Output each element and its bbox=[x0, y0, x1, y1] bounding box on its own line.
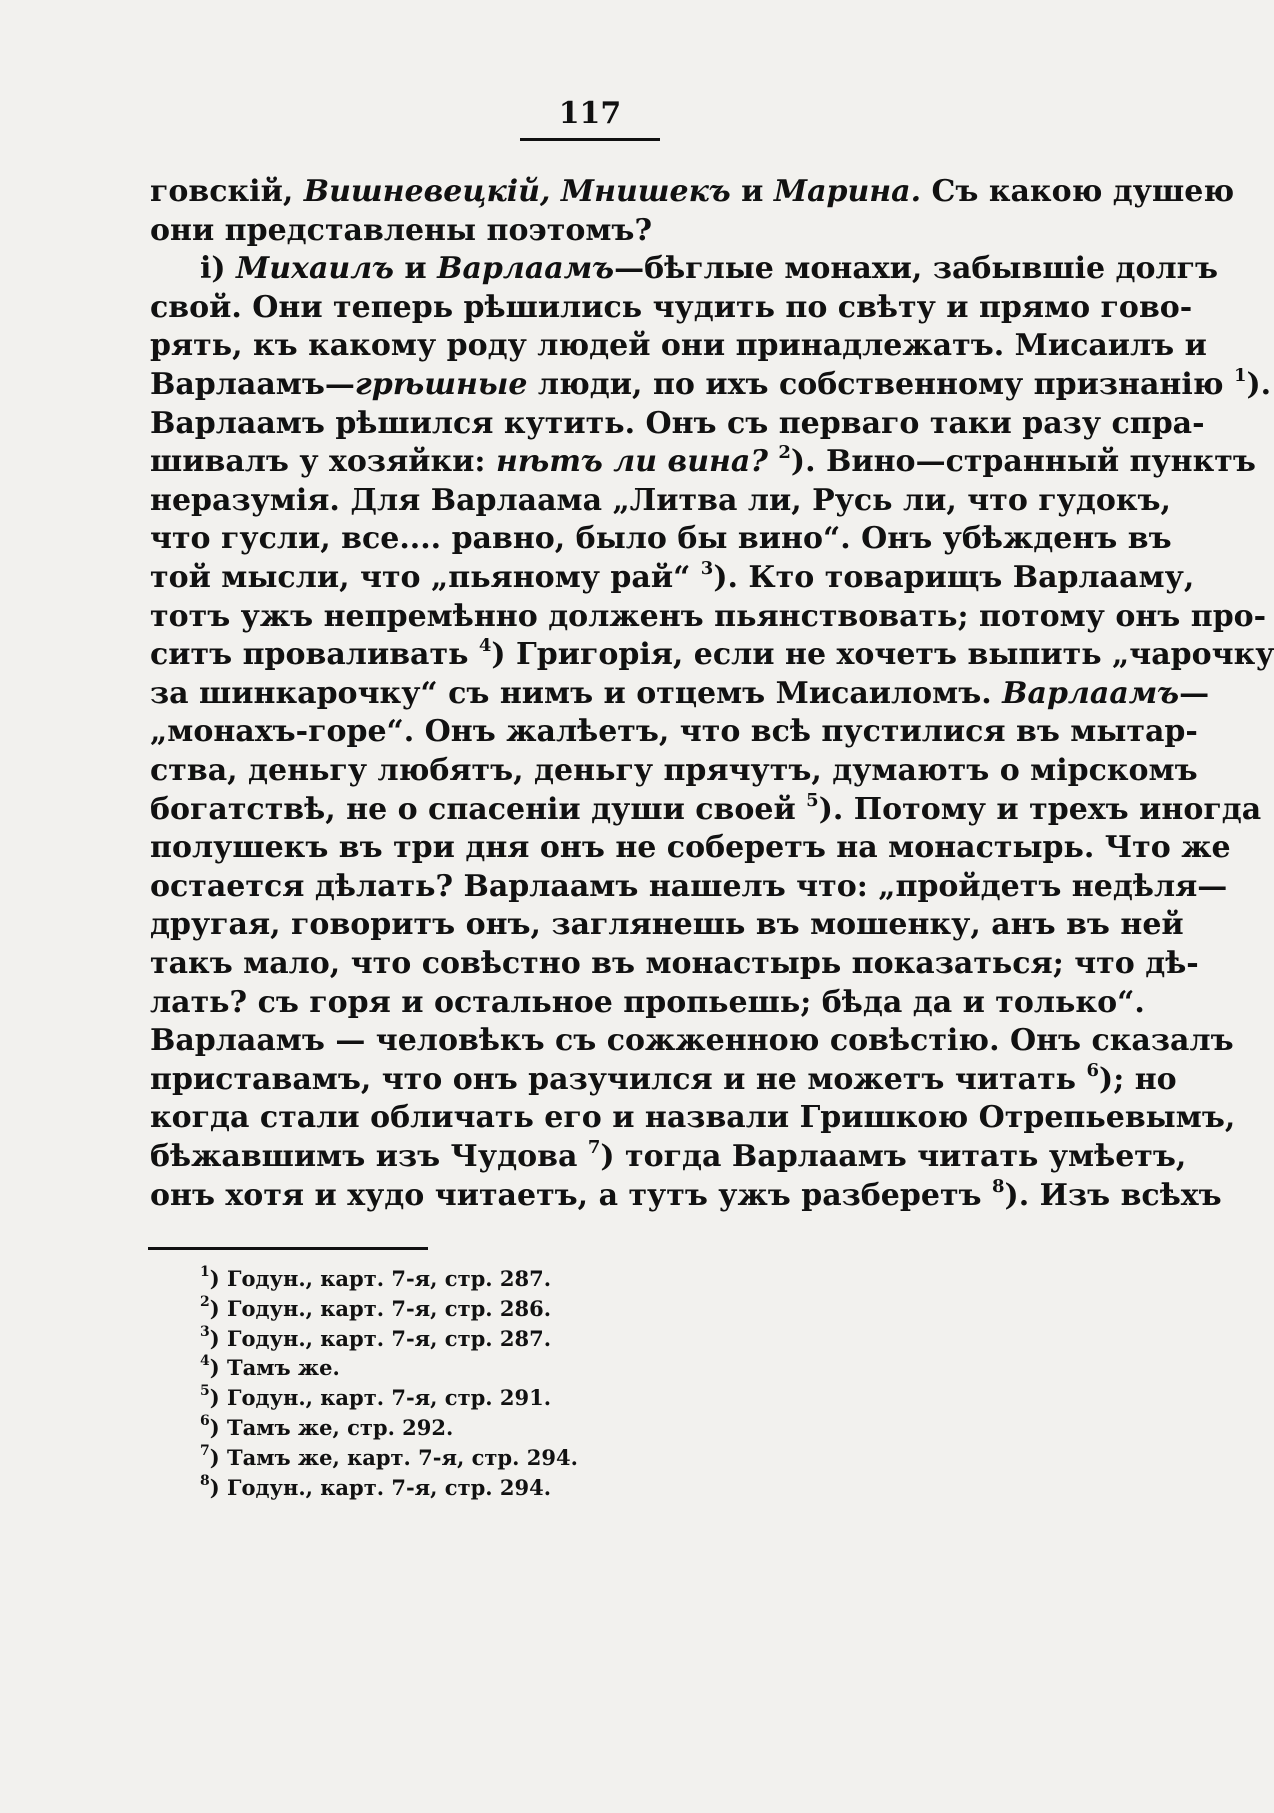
text-run: шивалъ у хозяйки: bbox=[150, 444, 496, 480]
footnote-ref: 5 bbox=[806, 789, 819, 811]
text-line bbox=[150, 714, 1198, 754]
italic-text: Варлаамъ bbox=[1002, 675, 1180, 711]
text-line bbox=[150, 635, 1274, 677]
text-line bbox=[150, 1100, 1236, 1140]
text-run: когда стали обличать его и назвали Гришкою Отрепьевымъ, bbox=[150, 1100, 1236, 1136]
footnote-number: 4 bbox=[200, 1353, 210, 1370]
text-run: Съ какою душею bbox=[921, 174, 1235, 209]
text-run: i) bbox=[200, 251, 237, 287]
text-run: бѣжавшимъ изъ Чудова bbox=[150, 1139, 588, 1174]
footnote-ref: 3 bbox=[700, 558, 714, 579]
footnote-ref: 7 bbox=[587, 1137, 601, 1158]
page-number: 117 bbox=[558, 96, 622, 131]
footnote-text: ) Годун., карт. 7-я, стр. 291. bbox=[209, 1385, 552, 1411]
text-line bbox=[150, 521, 1172, 561]
footnote-number: 8 bbox=[200, 1472, 210, 1489]
text-line bbox=[150, 1137, 1187, 1179]
text-line bbox=[150, 289, 1193, 330]
text-run: ). Кто товарищъ Варлааму, bbox=[713, 560, 1195, 595]
text-line bbox=[150, 753, 1198, 793]
footnote-ref: 4 bbox=[478, 635, 492, 657]
text-line bbox=[150, 907, 1184, 947]
text-run: и bbox=[393, 251, 438, 287]
text-run: свой. Они теперь рѣшились чудить по свѣту и прямо гово- bbox=[150, 289, 1193, 325]
footnote-text: ) Тамъ же, стр. 292. bbox=[209, 1415, 454, 1440]
text-run: ). Изъ всѣхъ bbox=[1004, 1177, 1222, 1213]
footnote bbox=[200, 1474, 551, 1502]
text-line bbox=[150, 675, 1210, 716]
text-run bbox=[768, 444, 778, 479]
footnote-ref: 8 bbox=[992, 1175, 1005, 1197]
text-line bbox=[150, 868, 1228, 909]
footnote bbox=[200, 1384, 551, 1412]
text-run: ). Вино—странный пунктъ bbox=[790, 444, 1256, 480]
footnote bbox=[200, 1354, 340, 1382]
text-line bbox=[150, 482, 1171, 523]
footnote-ref: 1 bbox=[1233, 365, 1247, 386]
footnote-text: ) Тамъ же, карт. 7-я, стр. 294. bbox=[209, 1444, 578, 1470]
text-run: рять, къ какому роду людей они принадлежатъ. Мисаилъ и bbox=[150, 328, 1207, 364]
text-line bbox=[150, 328, 1207, 368]
text-run: ). bbox=[1246, 367, 1272, 402]
page-number-rule bbox=[520, 138, 660, 141]
text-run: ) Григорія, если не хочетъ выпить „чарочку bbox=[491, 637, 1274, 673]
text-line bbox=[150, 405, 1205, 446]
footnote-ref: 6 bbox=[1086, 1059, 1099, 1081]
italic-text: Вишневецкій, Мнишекъ bbox=[303, 174, 731, 209]
text-run: лать? съ горя и остальное пропьешь; бѣда да и только“. bbox=[150, 984, 1145, 1020]
text-run: остается дѣлать? Варлаамъ нашелъ что: „пройдетъ недѣля— bbox=[150, 868, 1228, 904]
footnote-number: 7 bbox=[200, 1442, 210, 1459]
footnote-number: 6 bbox=[200, 1413, 210, 1429]
text-run: что гусли, все.... равно, было бы вино“. Онъ убѣжденъ въ bbox=[150, 521, 1172, 557]
text-line bbox=[150, 946, 1199, 986]
text-line bbox=[150, 1175, 1222, 1218]
footnote-number: 3 bbox=[200, 1323, 210, 1340]
footnote-number: 1 bbox=[200, 1264, 210, 1280]
text-run: ); но bbox=[1099, 1061, 1177, 1097]
text-run: неразумія. Для Варлаама „Литва ли, Русь ли, что гудокъ, bbox=[150, 482, 1171, 518]
footnote bbox=[200, 1414, 453, 1442]
text-line bbox=[150, 598, 1267, 639]
footnote-text: ) Тамъ же. bbox=[209, 1355, 340, 1381]
text-line bbox=[150, 789, 1262, 832]
text-line bbox=[150, 830, 1231, 870]
text-run: ). Потому и трехъ иногда bbox=[818, 791, 1262, 827]
text-run: — bbox=[1179, 675, 1210, 711]
text-line bbox=[150, 365, 1272, 407]
text-run: такъ мало, что совѣстно въ монастырь показаться; что дѣ- bbox=[150, 946, 1199, 981]
text-run: они представлены поэтомъ? bbox=[150, 212, 653, 248]
footnote-text: ) Годун., карт. 7-я, стр. 286. bbox=[209, 1295, 552, 1321]
text-line bbox=[150, 213, 1018, 253]
text-line bbox=[150, 558, 1195, 600]
text-run: тотъ ужъ непремѣнно долженъ пьянствовать; потому онъ про- bbox=[150, 598, 1267, 634]
text-run: Варлаамъ рѣшился кутить. Онъ съ перваго таки разу спра- bbox=[150, 405, 1205, 441]
text-run: за шинкарочку“ съ нимъ и отцемъ Мисаиломъ. bbox=[150, 675, 1003, 711]
footnote bbox=[200, 1265, 551, 1293]
footnote-number: 5 bbox=[200, 1383, 210, 1400]
text-run: Варлаамъ— bbox=[150, 367, 355, 402]
text-run: —бѣглые монахи, забывшіе долгъ bbox=[614, 251, 1219, 287]
text-run: и bbox=[730, 174, 774, 209]
text-run: ) тогда Варлаамъ читать умѣетъ, bbox=[600, 1139, 1187, 1174]
italic-text: грѣшные bbox=[354, 367, 528, 402]
text-run: приставамъ, что онъ разучился и не можетъ читать bbox=[150, 1061, 1087, 1097]
italic-text: Варлаамъ bbox=[437, 251, 615, 287]
text-run: Варлаамъ — человѣкъ съ сожженною совѣстію. Онъ сказалъ bbox=[150, 1023, 1234, 1059]
italic-text: нѣтъ ли вина? bbox=[495, 444, 768, 480]
text-line bbox=[150, 1059, 1177, 1102]
text-run: „монахъ-горе“. Онъ жалѣетъ, что всѣ пустилися въ мытар- bbox=[150, 714, 1198, 750]
text-run: полушекъ въ три дня онъ не соберетъ на монастырь. Что же bbox=[150, 830, 1231, 866]
text-line bbox=[200, 251, 1219, 291]
text-run: онъ хотя и худо читаетъ, а тутъ ужъ разберетъ bbox=[150, 1177, 993, 1213]
footnote bbox=[200, 1325, 551, 1353]
text-run: люди, по ихъ собственному признанію bbox=[527, 367, 1234, 402]
text-run: говскій, bbox=[150, 174, 304, 209]
text-run: ства, деньгу любятъ, деньгу прячутъ, думаютъ о мірскомъ bbox=[150, 753, 1198, 788]
text-line bbox=[150, 1023, 1234, 1063]
text-run: той мысли, что „пьяному рай“ bbox=[150, 560, 701, 595]
footnote-text: ) Годун., карт. 7-я, стр. 287. bbox=[209, 1266, 552, 1291]
italic-text: Михаилъ bbox=[236, 251, 394, 287]
footnote-text: ) Годун., карт. 7-я, стр. 287. bbox=[209, 1325, 552, 1351]
footnote bbox=[200, 1444, 578, 1472]
text-line bbox=[150, 174, 1235, 214]
text-run: другая, говоритъ онъ, заглянешь въ мошенку, анъ въ ней bbox=[150, 907, 1184, 943]
text-run: богатствѣ, не о спасеніи души своей bbox=[150, 791, 807, 827]
footnote-ref: 2 bbox=[778, 442, 791, 464]
footnote bbox=[200, 1295, 551, 1323]
text-run: ситъ проваливать bbox=[150, 637, 479, 673]
footnote-number: 2 bbox=[200, 1293, 210, 1310]
footnote-text: ) Годун., карт. 7-я, стр. 294. bbox=[209, 1474, 552, 1500]
footnote-rule bbox=[148, 1247, 428, 1250]
text-line bbox=[150, 984, 1145, 1025]
italic-text: Марина. bbox=[773, 174, 922, 209]
text-line bbox=[150, 442, 1256, 484]
